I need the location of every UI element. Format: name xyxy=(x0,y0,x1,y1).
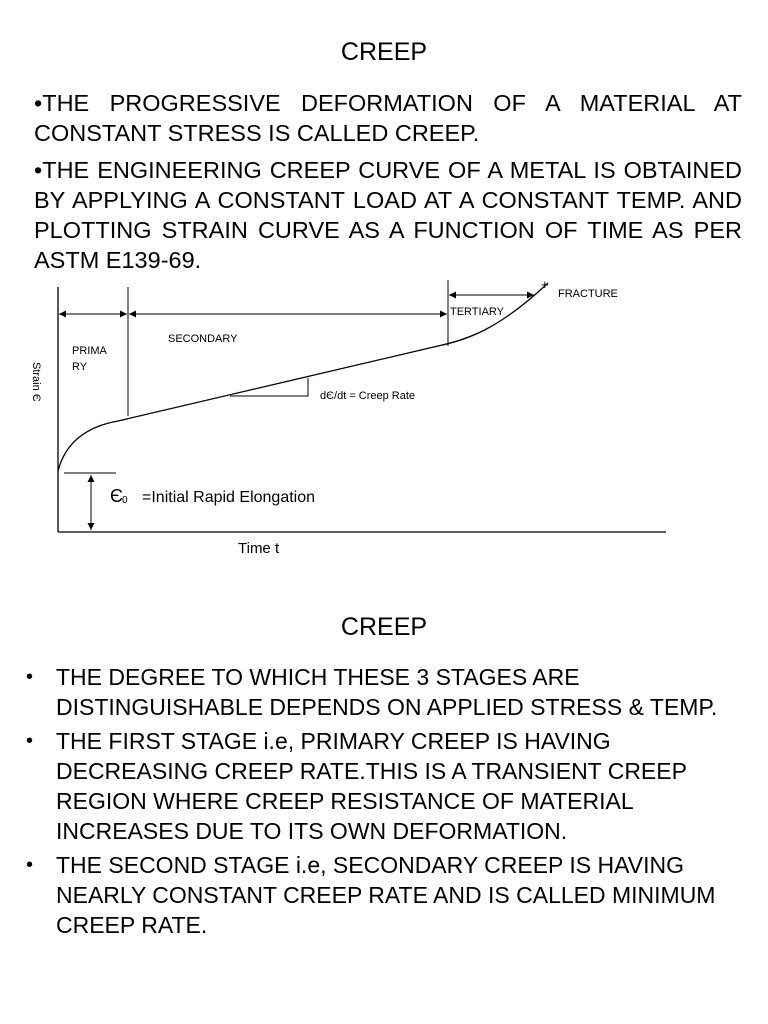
creep-stages-list xyxy=(26,662,746,944)
secondary-label: SECONDARY xyxy=(168,333,238,345)
bullet-marker: • xyxy=(26,730,34,752)
list-item-text: THE FIRST STAGE i.e, PRIMARY CREEP IS HAVING DECREASING CREEP RATE.THIS IS A TRANSIENT CREEP REGION WHERE CREEP RESISTANCE OF MATERIAL INCREASES DUE TO ITS OWN DEFORMATION. xyxy=(56,728,687,844)
epsilon-symbol: Є xyxy=(110,486,123,506)
list-item xyxy=(26,850,746,940)
primary-label-line2: RY xyxy=(72,361,88,373)
y-axis-label: Strain Є xyxy=(30,362,42,402)
list-item-text: THE DEGREE TO WHICH THESE 3 STAGES ARE DISTINGUISHABLE DEPENDS ON APPLIED STRESS & TEMP. xyxy=(56,664,718,720)
x-axis-label: Time t xyxy=(238,540,280,557)
bullet-marker: • xyxy=(26,666,34,688)
tertiary-label: TERTIARY xyxy=(450,306,504,318)
creep-rate-slope-triangle xyxy=(230,378,308,396)
creep-rate-label: dЄ/dt = Creep Rate xyxy=(320,390,416,402)
slide1-title: CREEP xyxy=(340,38,428,66)
slide2-title: CREEP xyxy=(340,613,428,641)
list-item-text: THE SECOND STAGE i.e, SECONDARY CREEP IS HAVING NEARLY CONSTANT CREEP RATE AND IS CALLED MINIMUM CREEP RATE. xyxy=(56,852,716,938)
list-item xyxy=(26,662,746,722)
creep-curve-diagram xyxy=(0,270,768,570)
fracture-marker: + xyxy=(541,277,549,292)
definition-paragraph: •THE PROGRESSIVE DEFORMATION OF A MATERIAL AT CONSTANT STRESS IS CALLED CREEP. xyxy=(34,90,742,146)
creep-curve-paragraph: •THE ENGINEERING CREEP CURVE OF A METAL IS OBTAINED BY APPLYING A CONSTANT LOAD AT A CONSTANT TEMP. AND PLOTTING STRAIN CURVE AS A FUNCTION OF TIME AS PER ASTM E139-69. xyxy=(34,157,742,273)
initial-elongation-label: =Initial Rapid Elongation xyxy=(142,489,316,506)
list-item xyxy=(26,726,746,846)
epsilon-subscript: 0 xyxy=(122,495,128,506)
fracture-label: FRACTURE xyxy=(558,288,618,300)
bullet-marker: • xyxy=(26,854,34,876)
primary-label-line1: PRIMA xyxy=(72,345,107,357)
